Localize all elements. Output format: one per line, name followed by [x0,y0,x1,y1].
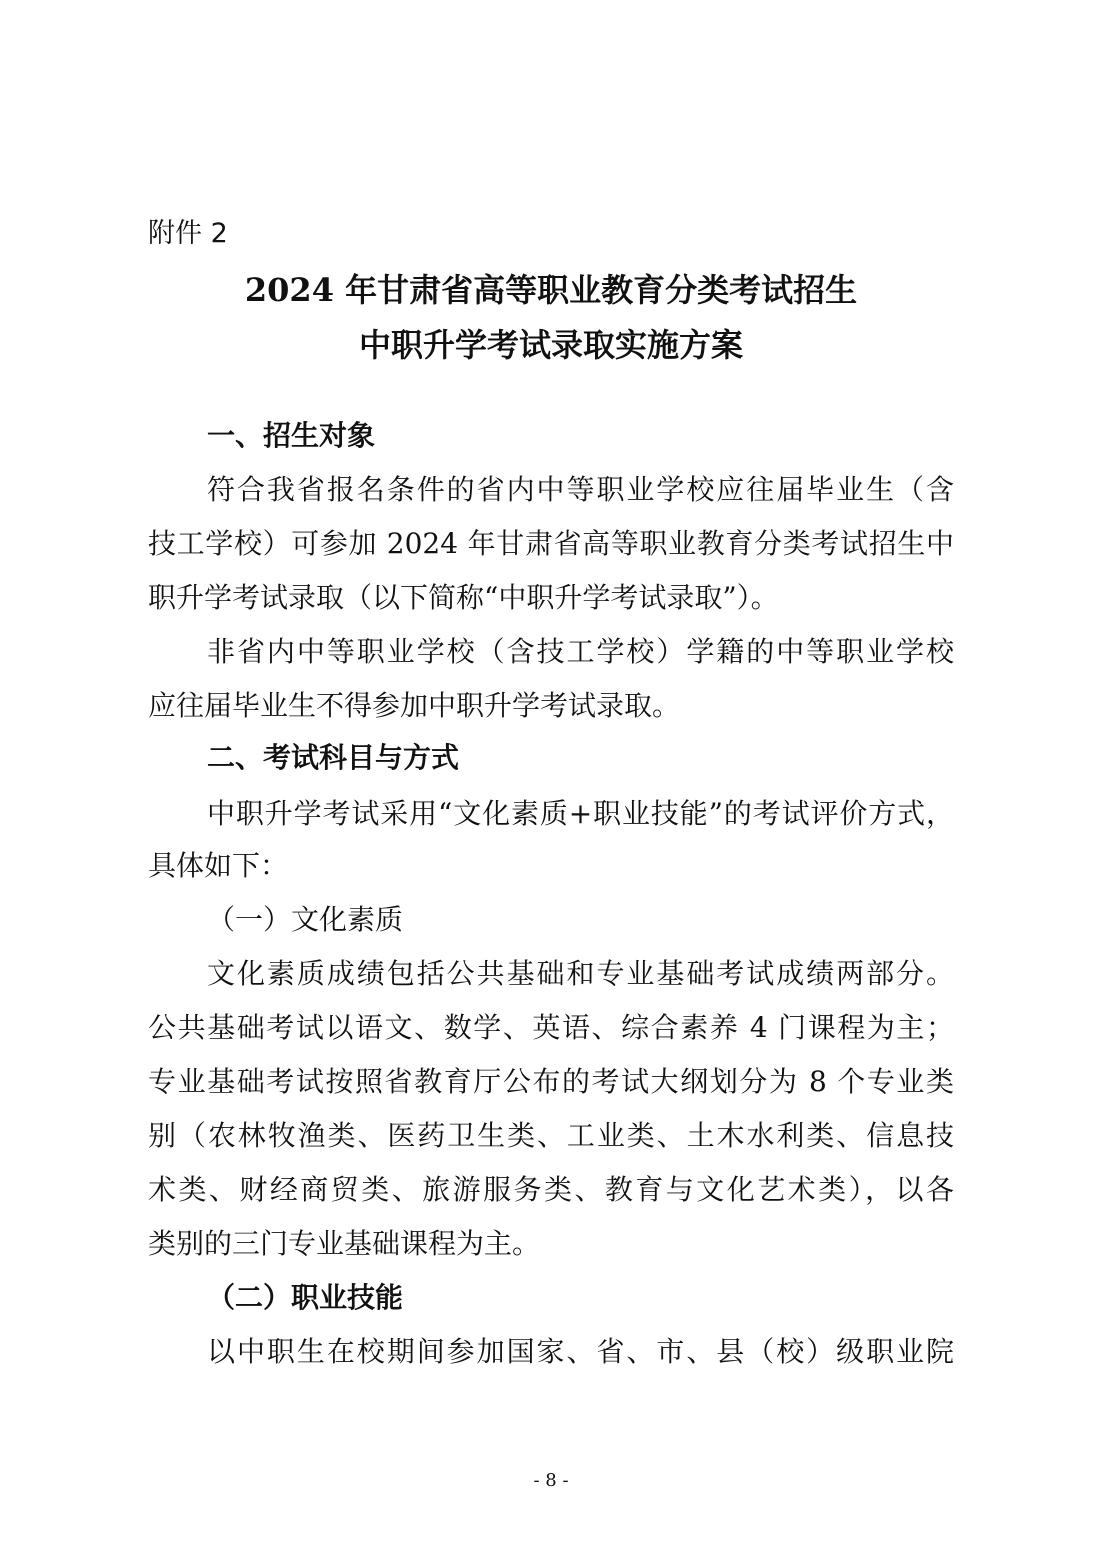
page-number: - 8 - [533,1470,569,1491]
paragraph-line: 别（农林牧渔类、医药卫生类、工业类、土木水利类、信息技 [148,1119,954,1152]
paragraph-line: 文化素质成绩包括公共基础和专业基础考试成绩两部分。 [207,957,954,990]
paragraph-line: 公共基础考试以语文、数学、英语、综合素养 4 门课程为主； [148,1011,954,1044]
subsection-heading-1: （一）文化素质 [207,903,404,936]
document-title-line-2: 中职升学考试录取实施方案 [358,326,743,364]
paragraph-line: 术类、财经商贸类、旅游服务类、教育与文化艺术类），以各 [148,1173,954,1206]
attachment-label: 附件 2 [148,218,228,249]
paragraph-line: 非省内中等职业学校（含技工学校）学籍的中等职业学校 [207,635,954,668]
paragraph-line: 中职升学考试采用“文化素质+职业技能”的考试评价方式， [207,797,954,830]
paragraph-line: 职升学考试录取（以下简称“中职升学考试录取”）。 [148,581,779,614]
section-heading-2: 二、考试科目与方式 [207,741,460,774]
paragraph-line: 以中职生在校期间参加国家、省、市、县（校）级职业院 [207,1335,954,1368]
subsection-heading-2: （二）职业技能 [207,1281,404,1314]
paragraph-line: 符合我省报名条件的省内中等职业学校应往届毕业生（含 [207,473,954,506]
paragraph-line: 技工学校）可参加 2024 年甘肃省高等职业教育分类考试招生中 [148,527,954,560]
paragraph-line: 具体如下： [148,849,289,882]
section-heading-1: 一、招生对象 [207,419,376,452]
paragraph-line: 类别的三门专业基础课程为主。 [148,1227,541,1260]
paragraph-line: 应往届毕业生不得参加中职升学考试录取。 [148,689,681,722]
document-title-line-1: 2024 年甘肃省高等职业教育分类考试招生 [244,271,858,309]
paragraph-line: 专业基础考试按照省教育厅公布的考试大纲划分为 8 个专业类 [148,1065,954,1098]
